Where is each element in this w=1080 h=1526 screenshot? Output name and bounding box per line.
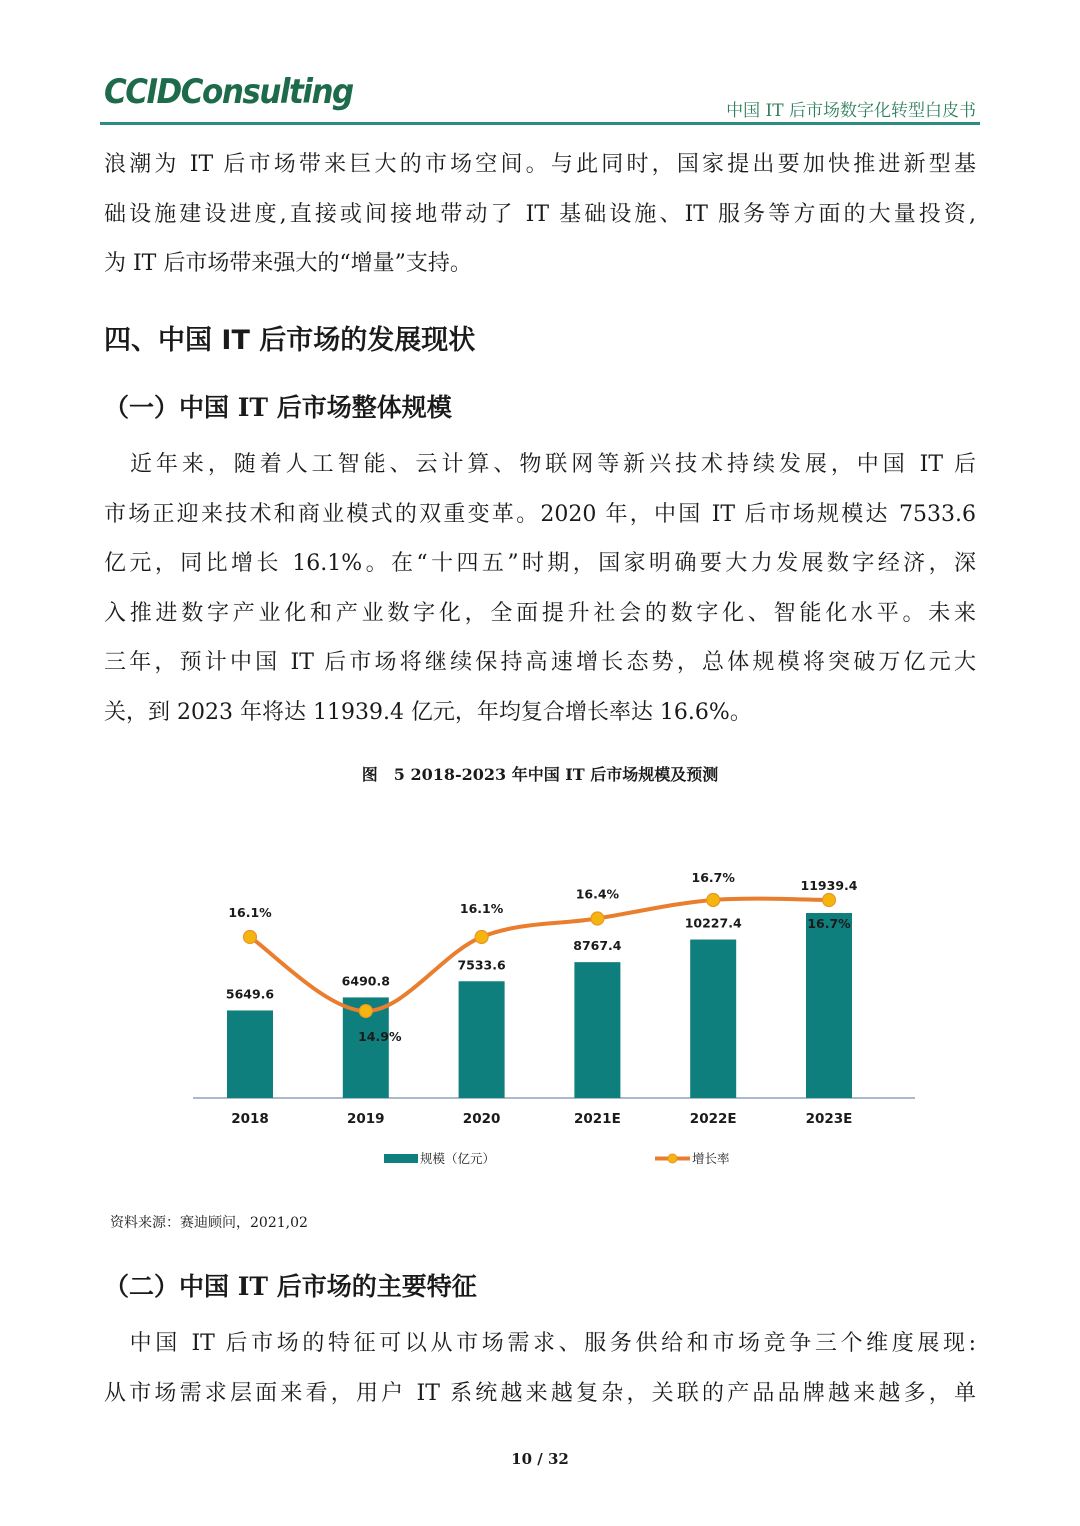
- growth-rate-label: 16.7%: [691, 869, 735, 885]
- section-heading: 四、中国 IT 后市场的发展现状: [104, 325, 476, 356]
- growth-rate-label: 16.4%: [575, 886, 620, 902]
- bar-value-label: 7533.6: [457, 957, 506, 973]
- bar-2018: [227, 1010, 273, 1098]
- figure-source: 资料来源：赛迪顾问，2021,02: [110, 1215, 308, 1231]
- bar-2021E: [574, 962, 620, 1098]
- growth-marker-2022E: [707, 893, 720, 906]
- growth-rate-label: 16.1%: [228, 905, 272, 920]
- page-number: 10 / 32: [511, 1450, 569, 1468]
- legend-line-label: 增长率: [692, 1151, 730, 1166]
- subsection-heading-1: （一）中国 IT 后市场整体规模: [104, 393, 452, 422]
- growth-rate-line: [250, 899, 829, 1011]
- bar-value-label: 10227.4: [684, 915, 742, 931]
- growth-marker-2020: [475, 931, 488, 944]
- growth-marker-2021E: [591, 912, 604, 925]
- bar-value-label: 5649.6: [225, 986, 275, 1002]
- x-tick-label: 2018: [231, 1111, 269, 1127]
- bar-value-label: 6490.8: [341, 973, 390, 989]
- bar-2020: [459, 981, 505, 1098]
- legend-line-marker: [668, 1154, 677, 1163]
- bar-value-label: 8767.4: [573, 938, 622, 954]
- x-tick-label: 2019: [347, 1111, 385, 1127]
- paragraph-line: 三年，预计中国 IT 后市场将继续保持高速增长态势，总体规模将突破万亿元大: [104, 650, 976, 675]
- growth-rate-label: 14.9%: [358, 1029, 402, 1045]
- ccid-consulting-logo: CCIDConsulting: [104, 72, 353, 112]
- growth-marker-2018: [244, 931, 257, 944]
- x-tick-label: 2023E: [805, 1111, 853, 1127]
- paragraph-line: 为 IT 后市场带来强大的“增量”支持。: [104, 251, 472, 276]
- bar-2023E: [806, 913, 852, 1098]
- subsection-heading-2: （二）中国 IT 后市场的主要特征: [104, 1272, 477, 1301]
- figure-caption: 图 5 2018-2023 年中国 IT 后市场规模及预测: [361, 765, 719, 784]
- growth-rate-label: 16.1%: [459, 901, 504, 916]
- document-header-title: 中国 IT 后市场数字化转型白皮书: [726, 101, 976, 121]
- bar-value-label: 11939.4: [800, 878, 858, 893]
- growth-marker-2019: [359, 1005, 372, 1018]
- paragraph-line: 础设施建设进度,直接或间接地带动了 IT 基础设施、IT 服务等方面的大量投资,: [104, 201, 976, 227]
- paragraph-line: 入推进数字产业化和产业数字化，全面提升社会的数字化、智能化水平。未来: [104, 600, 976, 626]
- growth-marker-2023E: [823, 893, 836, 906]
- x-tick-label: 2022E: [689, 1111, 737, 1127]
- bar-2022E: [690, 940, 736, 1098]
- growth-rate-label: 16.7%: [807, 915, 851, 931]
- paragraph-line: 近年来，随着人工智能、云计算、物联网等新兴技术持续发展，中国 IT 后: [104, 452, 976, 477]
- features-paragraph: [104, 1319, 976, 1418]
- x-tick-label: 2020: [462, 1111, 501, 1127]
- legend-bar-swatch: [384, 1154, 418, 1163]
- paragraph-line: 浪潮为 IT 后市场带来巨大的市场空间。与此同时，国家提出要加快推进新型基: [104, 152, 976, 177]
- paragraph-line: 亿元，同比增长 16.1%。在“十四五”时期，国家明确要大力发展数字经济，深: [104, 551, 976, 576]
- legend-bar-label: 规模（亿元）: [420, 1151, 496, 1166]
- paragraph-line: 关，到 2023 年将达 11939.4 亿元，年均复合增长率达 16.6%。: [104, 699, 752, 725]
- paragraph-line: 市场正迎来技术和商业模式的双重变革。2020 年，中国 IT 后市场规模达 7533.6: [104, 501, 976, 527]
- paragraph-line: 中国 IT 后市场的特征可以从市场需求、服务供给和市场竞争三个维度展现:: [104, 1331, 976, 1356]
- chart-plot-area: [193, 870, 915, 1166]
- paragraph-line: 从市场需求层面来看，用户 IT 系统越来越复杂，关联的产品品牌越来越多，单: [104, 1380, 976, 1406]
- x-tick-label: 2021E: [574, 1111, 621, 1127]
